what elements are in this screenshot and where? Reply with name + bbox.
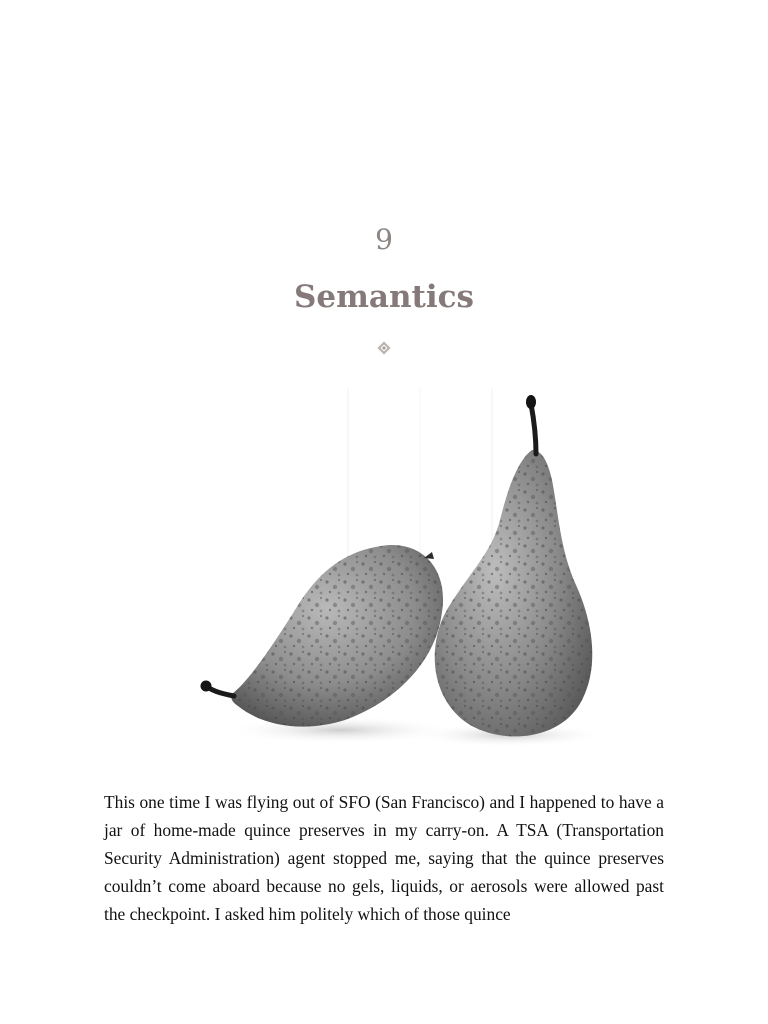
chapter-number: 9 bbox=[375, 223, 393, 256]
body-paragraph: This one time I was flying out of SFO (San Francisco) and I happened to have a jar of home-made quince preserves in my carry-on. A TSA (Transportation Security Administration) agent stopped me, saying that the quince preserves couldn’t come aboard because no gels, liquids, or aerosols were allowed past the checkpoint. I asked him politely which of those quince bbox=[104, 792, 664, 924]
left-pear bbox=[201, 545, 444, 727]
diamond-ornament-icon bbox=[377, 341, 391, 355]
pears-illustration bbox=[180, 380, 620, 760]
chapter-title: Semantics bbox=[294, 279, 474, 315]
right-pear bbox=[435, 395, 593, 736]
